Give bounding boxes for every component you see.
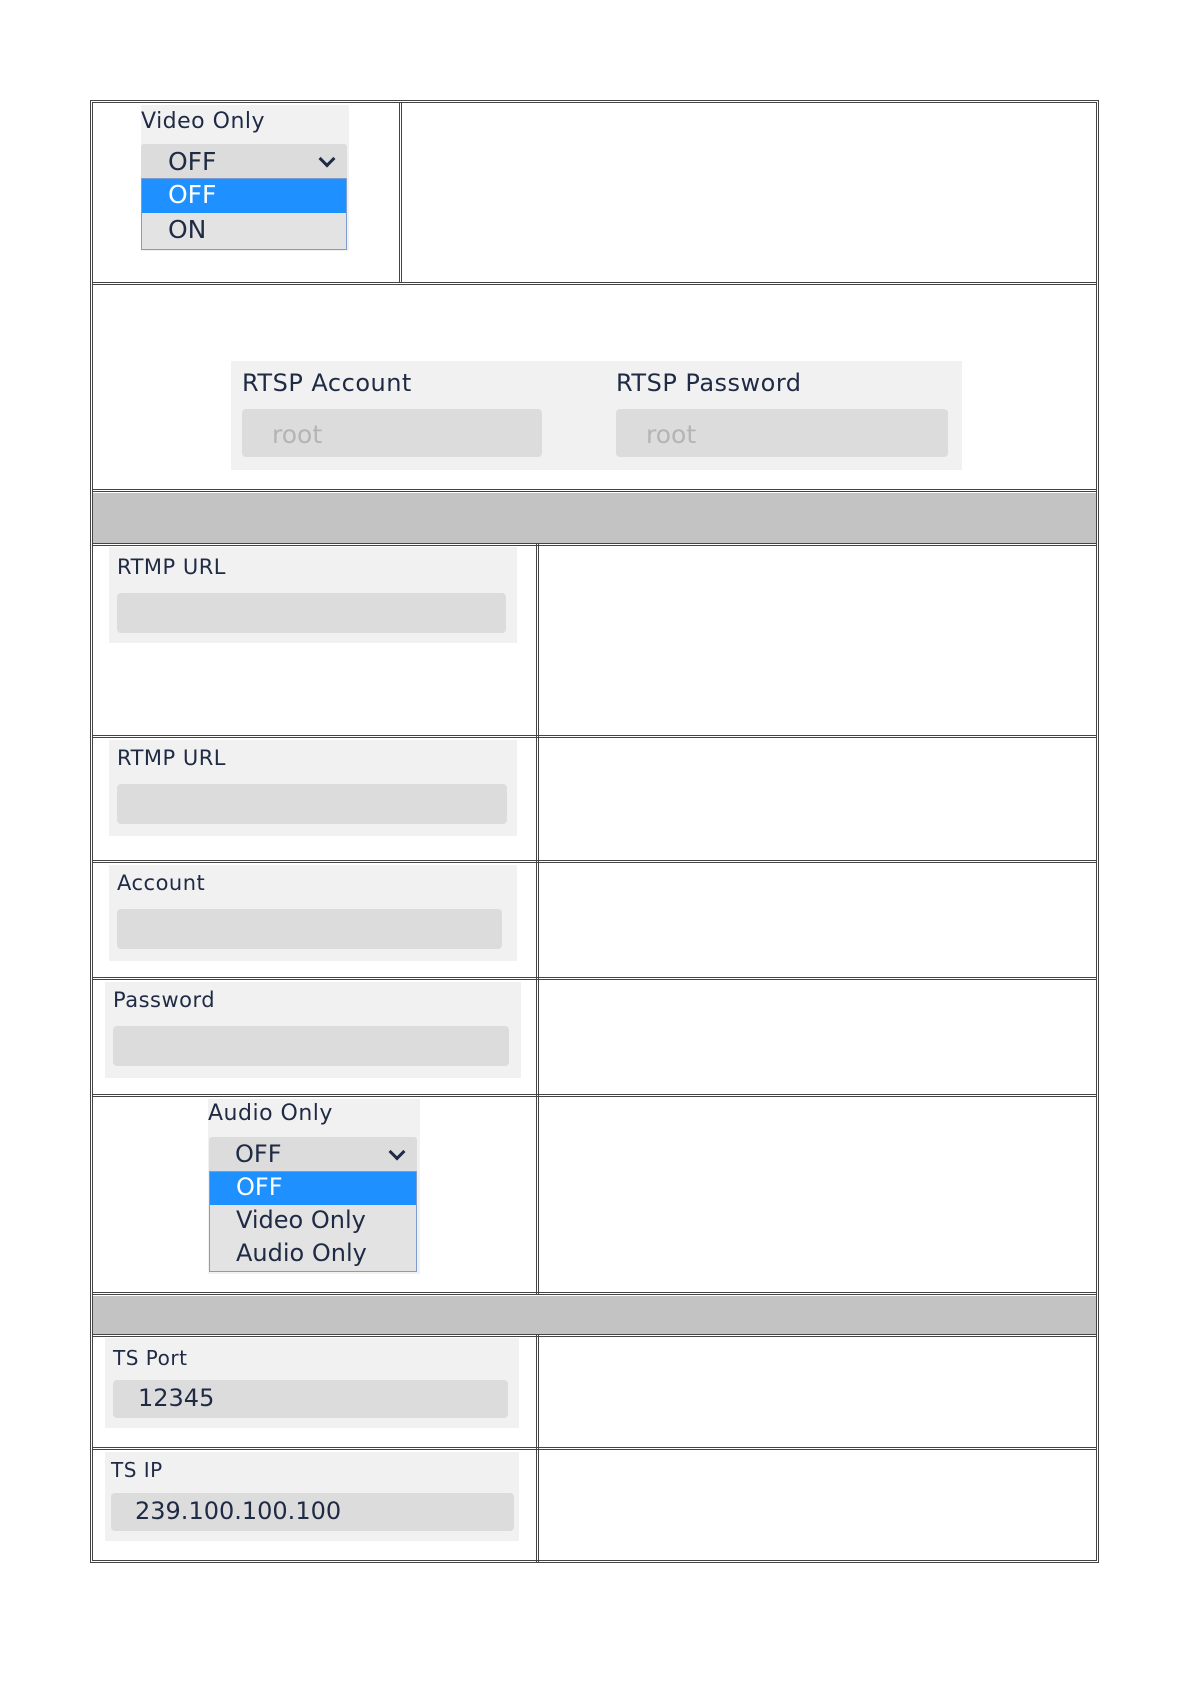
ts-port-panel [105,1338,519,1428]
rtsp-password-label: RTSP Password [616,369,802,397]
ts-ip-input[interactable] [111,1493,514,1531]
rtmp-account-input[interactable] [117,909,502,949]
divider [536,543,539,1294]
ts-port-value: 12345 [138,1384,215,1412]
rtsp-account-placeholder: root [272,420,323,449]
rtmp-url-panel-2 [109,740,517,836]
video-only-select[interactable] [141,144,347,178]
audio-only-options [209,1171,417,1272]
video-only-option-on[interactable] [142,213,346,249]
section-header-band [93,1296,1096,1334]
video-only-option-off[interactable] [142,179,346,213]
option-label: OFF [168,180,217,209]
rtmp-url-input-2[interactable] [117,784,507,824]
rtmp-url-label-2: RTMP URL [117,746,227,770]
section-header-band [93,493,1096,543]
audio-only-select[interactable] [209,1137,417,1171]
divider [93,489,1096,492]
divider [93,860,1096,863]
video-only-current-value: OFF [168,147,217,176]
video-only-label: Video Only [141,109,266,134]
video-only-panel [141,105,349,251]
audio-only-panel [208,1099,420,1274]
divider [93,1447,1096,1450]
audio-only-option-video-only[interactable] [210,1205,416,1238]
audio-only-option-off[interactable] [210,1172,416,1205]
video-only-options [141,178,347,250]
divider [93,1334,1096,1337]
ts-port-input[interactable] [113,1380,508,1418]
divider [93,282,1096,285]
divider [93,1292,1096,1295]
ts-port-label: TS Port [113,1346,188,1370]
divider [93,543,1096,546]
divider [93,1094,1096,1097]
option-label: Video Only [236,1206,366,1234]
video-only-dropdown[interactable] [141,144,347,252]
chevron-down-icon [389,1144,406,1161]
option-label: ON [168,215,207,244]
settings-table [90,100,1099,1563]
rtsp-password-placeholder: root [646,420,697,449]
audio-only-current-value: OFF [235,1140,282,1168]
rtsp-panel [231,361,962,470]
divider [93,735,1096,738]
rtsp-account-input[interactable] [242,409,542,457]
chevron-down-icon [319,151,336,168]
rtsp-account-label: RTSP Account [242,369,412,397]
rtsp-password-input[interactable] [616,409,948,457]
option-label: OFF [236,1173,283,1201]
audio-only-option-audio-only[interactable] [210,1238,416,1271]
rtmp-url-panel-1 [109,547,517,643]
divider [93,977,1096,980]
rtmp-password-label: Password [113,988,216,1012]
rtmp-url-label-1: RTMP URL [117,555,227,579]
audio-only-label: Audio Only [208,1101,333,1126]
divider [536,1334,539,1563]
rtmp-url-input-1[interactable] [117,593,506,633]
rtmp-account-panel [109,865,517,961]
option-label: Audio Only [236,1239,367,1267]
audio-only-dropdown[interactable] [209,1137,417,1274]
ts-ip-label: TS IP [111,1458,163,1482]
rtmp-password-input[interactable] [113,1026,509,1066]
ts-ip-panel [105,1452,519,1541]
rtmp-account-label: Account [117,871,206,895]
ts-ip-value: 239.100.100.100 [135,1497,342,1525]
divider [399,103,402,283]
rtmp-password-panel [105,982,521,1078]
